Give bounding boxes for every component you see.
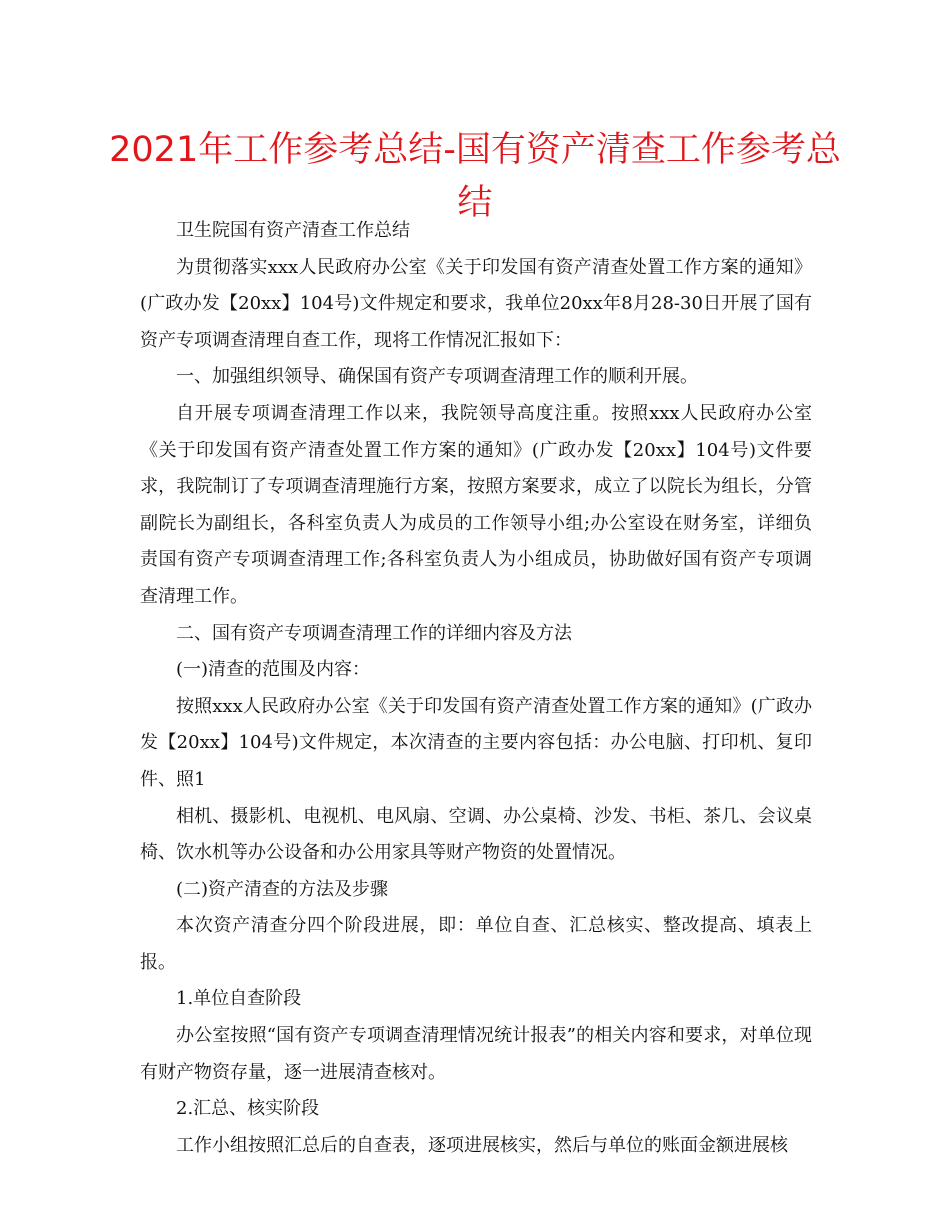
paragraph: 自开展专项调查清理工作以来，我院领导高度注重。按照xxx人民政府办公室《关于印发国有资产清查处置工作方案的通知》(广政办发【20xx】104号)文件要求，我院制订了专项调查清理施行方案，按照方案要求，成立了以院长为组长，分管副院长为副组长，各科室负责人为成员的工作领导小组;办公室设在财务室，详细负责国有资产专项调查清理工作;各科室负责人为小组成员，协助做好国有资产专项调查清理工作。	[140, 402, 812, 607]
document-title: 2021年工作参考总结-国有资产清查工作参考总结	[109, 130, 841, 223]
section-heading: 一、加强组织领导、确保国有资产专项调查清理工作的顺利开展。	[176, 366, 698, 388]
paragraph: 工作小组按照汇总后的自查表，逐项进展核实，然后与单位的账面金额进展核	[176, 1134, 788, 1156]
paragraph: 本次资产清查分四个阶段进展，即：单位自查、汇总核实、整改提高、填表上报。	[140, 915, 812, 973]
document-body	[140, 213, 812, 1164]
paragraph: 按照xxx人民政府办公室《关于印发国有资产清查处置工作方案的通知》(广政办发【20xx】104号)文件规定，本次清查的主要内容包括：办公电脑、打印机、复印件、照1	[140, 695, 812, 790]
step-heading: 1.单位自查阶段	[176, 988, 302, 1010]
subsection-heading: (一)清查的范围及内容：	[176, 659, 371, 681]
section-heading: 二、国有资产专项调查清理工作的详细内容及方法	[176, 622, 572, 644]
step-heading: 2.汇总、核实阶段	[176, 1098, 320, 1120]
paragraph-subtitle: 卫生院国有资产清查工作总结	[176, 220, 410, 241]
paragraph: 办公室按照“国有资产专项调查清理情况统计报表”的相关内容和要求，对单位现有财产物资存量，逐一进展清查核对。	[140, 1025, 812, 1083]
paragraph: 相机、摄影机、电视机、电风扇、空调、办公桌椅、沙发、书柜、茶几、会议桌椅、饮水机等办公设备和办公用家具等财产物资的处置情况。	[140, 805, 812, 864]
subsection-heading: (二)资产清查的方法及步骤	[176, 878, 389, 900]
paragraph: 为贯彻落实xxx人民政府办公室《关于印发国有资产清查处置工作方案的通知》(广政办发【20xx】104号)文件规定和要求，我单位20xx年8月28-30日开展了国有资产专项调查清理自查工作，现将工作情况汇报如下：	[140, 256, 812, 351]
